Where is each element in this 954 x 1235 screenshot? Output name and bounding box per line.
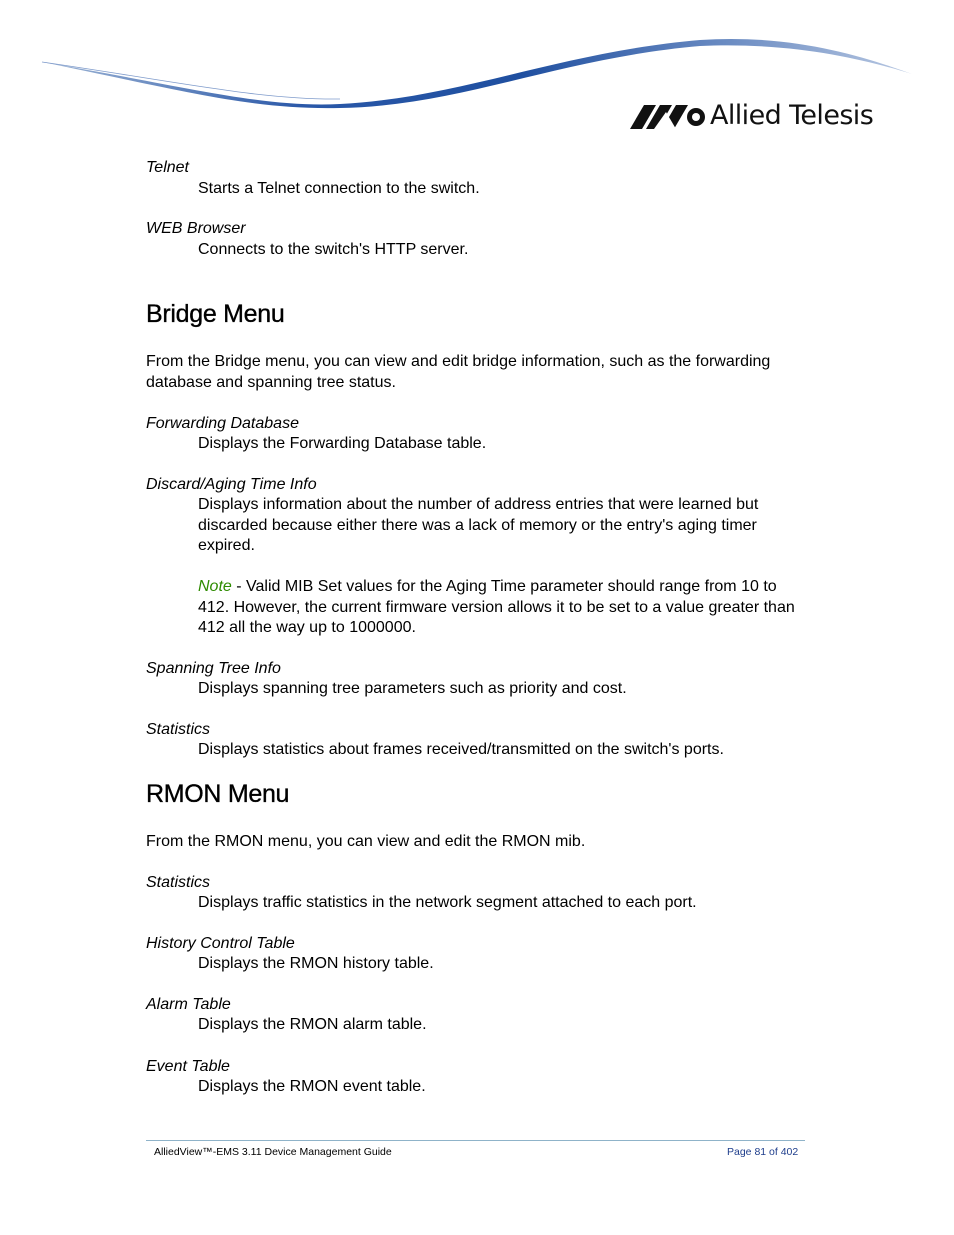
- term-spanning-tree: Spanning Tree Info: [146, 660, 281, 677]
- footer-divider: [146, 1140, 805, 1141]
- bridge-menu-heading: Bridge Menu: [146, 300, 285, 328]
- logo-text: Allied Telesis: [710, 100, 874, 131]
- term-forwarding-database: Forwarding Database: [146, 415, 299, 432]
- rmon-intro: From the RMON menu, you can view and edit the RMON mib.: [146, 833, 586, 850]
- desc-telnet: Starts a Telnet connection to the switch.: [198, 180, 480, 197]
- term-discard-aging: Discard/Aging Time Info: [146, 476, 317, 493]
- term-telnet: Telnet: [146, 159, 189, 176]
- aging-note: [198, 577, 806, 639]
- term-web-browser: WEB Browser: [146, 220, 246, 237]
- desc-event-table: Displays the RMON event table.: [198, 1078, 426, 1095]
- allied-telesis-logo: [630, 100, 873, 132]
- term-bridge-statistics: Statistics: [146, 721, 211, 738]
- desc-alarm-table: Displays the RMON alarm table.: [198, 1016, 427, 1033]
- term-event-table: Event Table: [146, 1058, 230, 1075]
- desc-web-browser: Connects to the switch's HTTP server.: [198, 241, 469, 258]
- term-history-control-table: History Control Table: [146, 935, 295, 952]
- allied-telesis-mark-icon: [630, 102, 706, 130]
- desc-discard-aging: Displays information about the number of address entries that were learned but discarded because either there was a lack of memory or the entry's aging timer expired.: [198, 496, 759, 554]
- note-label: Note: [198, 578, 232, 595]
- desc-forwarding-database: Displays the Forwarding Database table.: [198, 435, 487, 452]
- desc-spanning-tree: Displays spanning tree parameters such as priority and cost.: [198, 680, 627, 697]
- term-alarm-table: Alarm Table: [146, 996, 231, 1013]
- term-rmon-statistics: Statistics: [146, 874, 211, 891]
- bridge-intro: From the Bridge menu, you can view and edit bridge information, such as the forwarding database and spanning tree status.: [146, 353, 771, 391]
- footer-page-number: Page 81 of 402: [727, 1146, 799, 1158]
- desc-rmon-statistics: Displays traffic statistics in the network segment attached to each port.: [198, 894, 697, 911]
- rmon-menu-heading: RMON Menu: [146, 780, 290, 808]
- desc-bridge-statistics: Displays statistics about frames received/transmitted on the switch's ports.: [198, 741, 724, 758]
- footer-document-title: AlliedView™-EMS 3.11 Device Management Guide: [154, 1146, 392, 1158]
- desc-history-control-table: Displays the RMON history table.: [198, 955, 434, 972]
- note-text: - Valid MIB Set values for the Aging Time parameter should range from 10 to 412. However, the current firmware version allows it to be set to a value greater than 412 all the way up to 1000000.: [198, 578, 795, 636]
